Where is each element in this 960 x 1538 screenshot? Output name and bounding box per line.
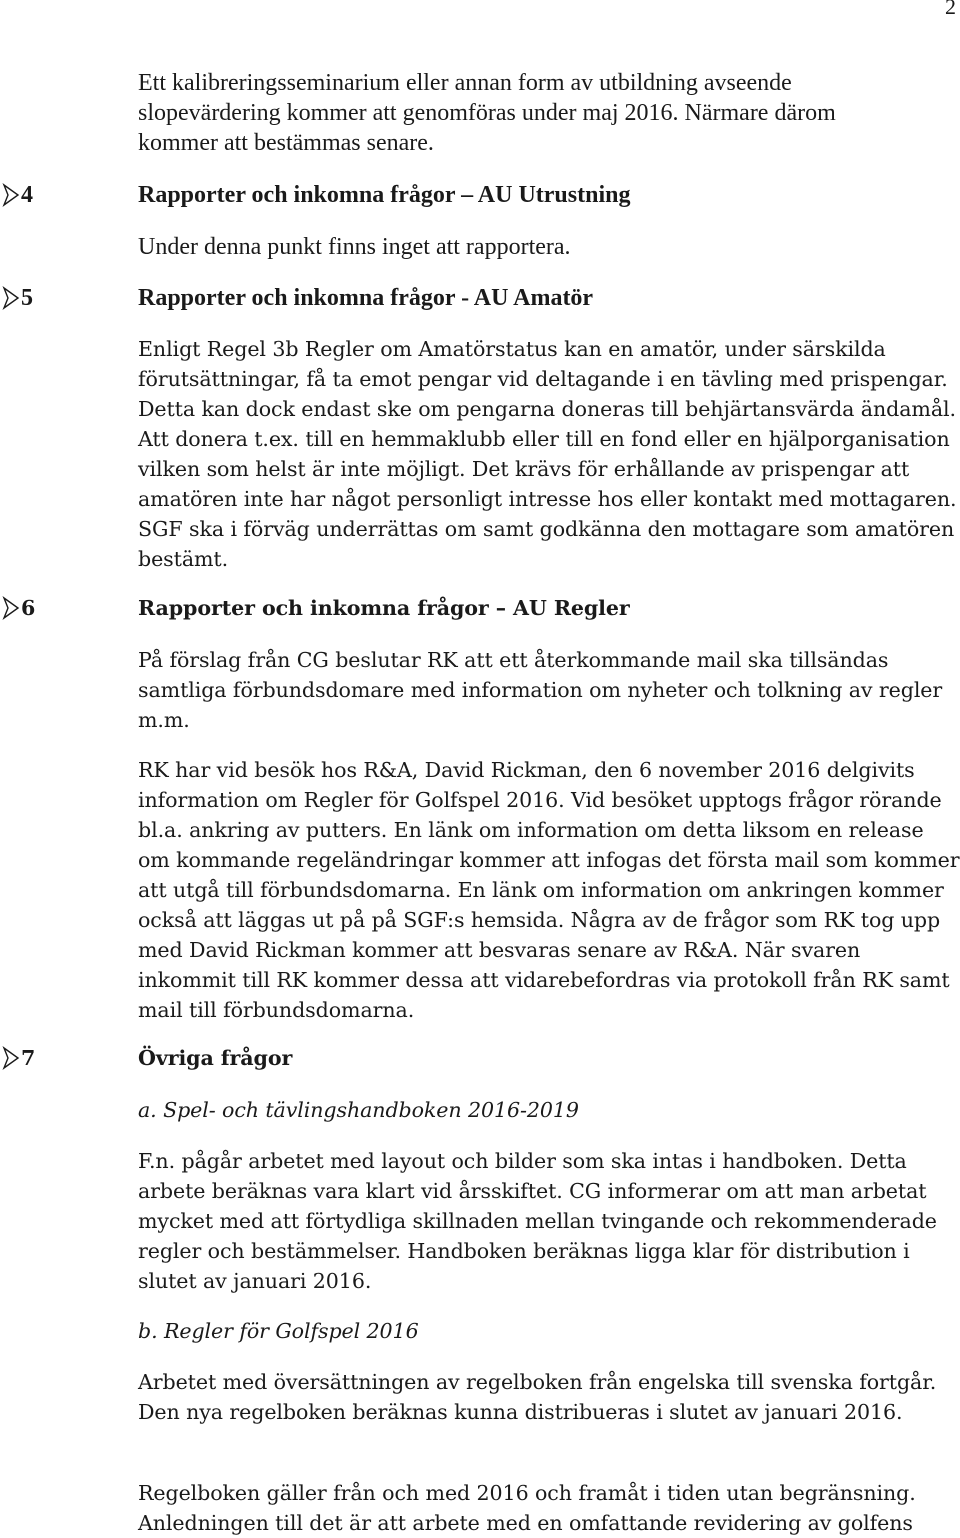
section-7-heading [0,1043,960,1073]
section-title: Rapporter och inkomna frågor – AU Utrustning [138,182,631,208]
subsection-a-title: a. Spel- och tävlingshandboken 2016-2019 [138,1098,579,1122]
section-4-paragraph: Under denna punkt finns inget att rapportera. [138,234,571,260]
section-title: Rapporter och inkomna frågor - AU Amatör [138,285,594,311]
subsection-b-paragraph-1: Arbetet med översättningen av regelboken från engelska till svenska fortgår. Den nya regelboken beräknas kunna distribueras i slutet av januari 2016. [138,1370,937,1424]
subsection-b-title: b. Regler för Golfspel 2016 [138,1319,419,1343]
section-6-heading [0,593,960,623]
section-6-paragraph-1: På förslag från CG beslutar RK att ett återkommande mail ska tillsändas samtliga förbundsdomare med information om nyheter och tolkning av regler m.m. [138,648,943,732]
arrow-bullet-icon [2,286,20,310]
section-5-heading [0,283,960,313]
arrow-bullet-icon [2,596,20,620]
subsection-b-paragraph-2: Regelboken gäller från och med 2016 och framåt i tiden utan begränsning. Anledningen till det är att arbete med en omfattande revidering av golfens [138,1481,916,1535]
arrow-bullet-icon [2,1046,20,1070]
section-6-paragraph-2: RK har vid besök hos R&A, David Rickman, den 6 november 2016 delgivits information om Regler för Golfspel 2016. Vid besöket upptogs frågor rörande bl.a. ankring av putters. En länk om information om detta liksom en release om kommande regeländringar kommer att infogas det första mail som kommer att utgå till förbundsdomarna. En länk om information om ankringen kommer också att läggas ut på på SGF:s hemsida. Några av de frågor som RK tog upp med David Rickman kommer att besvaras senare av R&A. När svaren inkommit till RK kommer dessa att vidarebefordras via protokoll från RK samt mail till förbundsdomarna. [138,758,960,1022]
section-4-heading [0,180,960,210]
section-number: 5 [21,285,33,311]
arrow-bullet-icon [2,183,20,207]
page-number: 2 [945,0,956,19]
section-number: 4 [21,182,33,208]
section-number: 6 [21,596,36,620]
section-number: 7 [21,1046,36,1070]
section-5-paragraph: Enligt Regel 3b Regler om Amatörstatus kan en amatör, under särskilda förutsättningar, få ta emot pengar vid deltagande i en tävling med prispengar. Detta kan dock endast ske om pengarna doneras till behjärtansvärda ändamål. Att donera t.ex. till en hemmaklubb eller till en fond eller en hjälporganisation vilken som helst är inte möjligt. Det krävs för erhållande av prispengar att amatören inte har något personligt intresse hos eller kontakt med mottagaren. SGF ska i förväg underrättas om samt godkänna den mottagare som amatören bestämt. [138,337,957,571]
section-title: Rapporter och inkomna frågor – AU Regler [138,596,630,620]
subsection-a-paragraph: F.n. pågår arbetet med layout och bilder som ska intas i handboken. Detta arbete beräknas vara klart vid årsskiftet. CG informerar om att man arbetat mycket med att förtydliga skillnaden mellan tvingande och rekommenderade regler och bestämmelser. Handboken beräknas ligga klar för distribution i slutet av januari 2016. [138,1149,937,1293]
section-title: Övriga frågor [138,1046,293,1070]
intro-paragraph: Ett kalibreringsseminarium eller annan form av utbildning avseende slopevärdering kommer att genomföras under maj 2016. Närmare därom kommer att bestämmas senare. [138,70,836,156]
